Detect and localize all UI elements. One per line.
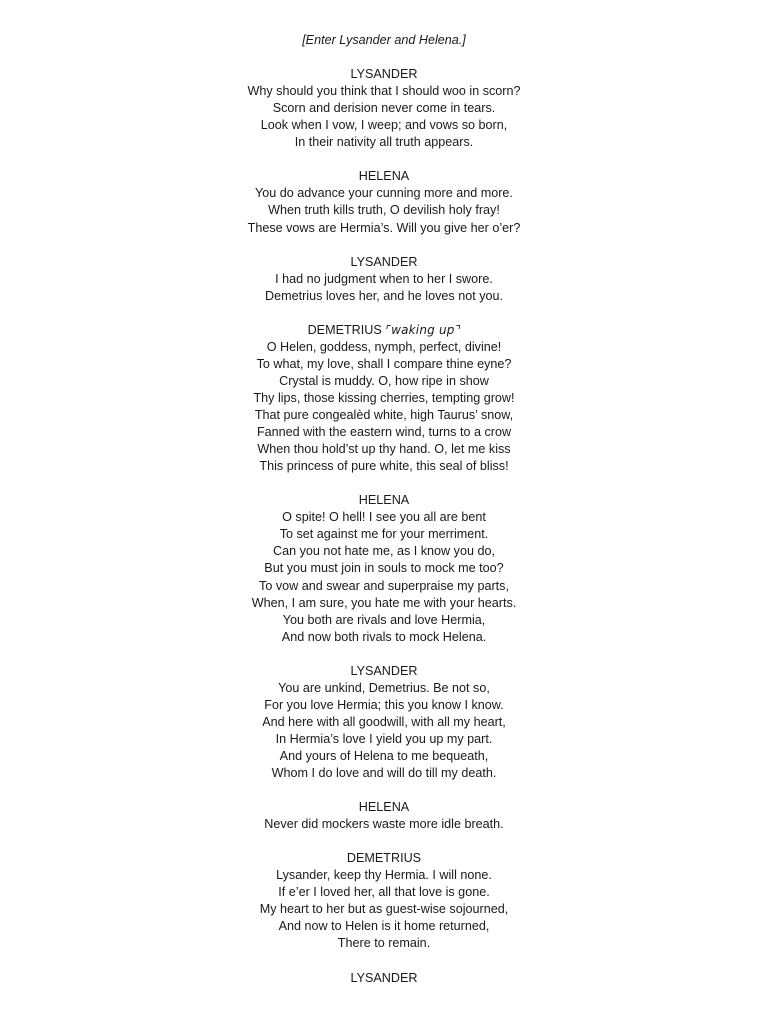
verse-line: O spite! O hell! I see you all are bent — [282, 510, 486, 525]
speaker-name: LYSANDER — [350, 663, 418, 678]
speech-block — [0, 663, 768, 782]
speech-list — [0, 66, 768, 987]
verse-line: Lysander, keep thy Hermia. I will none. — [276, 868, 492, 883]
speaker-name: DEMETRIUS — [307, 322, 382, 337]
verse-line: And now both rivals to mock Helena. — [281, 629, 487, 644]
speech-block — [0, 168, 768, 236]
speaker-name: LYSANDER — [350, 970, 418, 985]
verse-line: Thy lips, those kissing cherries, tempting grow! — [253, 390, 515, 405]
verse-line: And yours of Helena to me bequeath, — [279, 748, 489, 763]
verse-line: Never did mockers waste more idle breath. — [264, 817, 504, 832]
speech-block — [0, 254, 768, 305]
verse-line: These vows are Hermia’s. Will you give her o’er? — [247, 220, 521, 235]
stage-direction-inline: ⌜waking up⌝ — [385, 322, 461, 337]
script-page — [0, 32, 768, 987]
speaker-line — [0, 168, 768, 185]
speech-block — [0, 850, 768, 952]
speaker-name: DEMETRIUS — [346, 851, 422, 866]
speaker-line — [0, 254, 768, 271]
speech-block — [0, 322, 768, 475]
speaker-name: LYSANDER — [350, 67, 418, 82]
verse-line: Crystal is muddy. O, how ripe in show — [279, 373, 489, 388]
verse-line: Scorn and derision never come in tears. — [272, 101, 496, 116]
stage-direction: [Enter Lysander and Helena.] — [302, 33, 466, 47]
verse-line: You do advance your cunning more and more. — [255, 186, 513, 201]
speaker-line — [0, 492, 768, 509]
verse-line: When, I am sure, you hate me with your hearts. — [251, 595, 517, 610]
verse-line: My heart to her but as guest-wise sojourned, — [259, 902, 509, 917]
speaker-line — [0, 322, 768, 339]
speech-block — [0, 970, 768, 987]
verse-line: When truth kills truth, O devilish holy fray! — [268, 203, 500, 218]
verse-line: If e’er I loved her, all that love is gone. — [278, 885, 490, 900]
verse-line: There to remain. — [337, 936, 431, 951]
verse-line: When thou hold’st up thy hand. O, let me kiss — [257, 442, 511, 457]
speaker-name: LYSANDER — [350, 254, 418, 269]
verse-line: Look when I vow, I weep; and vows so born, — [260, 118, 508, 133]
verse-line: Why should you think that I should woo in scorn? — [247, 84, 521, 99]
speaker-line — [0, 799, 768, 816]
verse-line: This princess of pure white, this seal of bliss! — [259, 459, 509, 474]
verse-line: That pure congealèd white, high Taurus’ snow, — [254, 408, 514, 423]
verse-line: And here with all goodwill, with all my heart, — [262, 714, 506, 729]
speaker-line — [0, 663, 768, 680]
verse-line: And now to Helen is it home returned, — [278, 919, 490, 934]
speech-block — [0, 66, 768, 151]
verse-line: You are unkind, Demetrius. Be not so, — [278, 680, 490, 695]
verse-line: In their nativity all truth appears. — [294, 135, 474, 150]
verse-line: In Hermia’s love I yield you up my part. — [275, 731, 493, 746]
speaker-name: HELENA — [358, 800, 410, 815]
verse-line: To set against me for your merriment. — [279, 527, 489, 542]
verse-line: To what, my love, shall I compare thine eyne? — [256, 356, 512, 371]
verse-line: I had no judgment when to her I swore. — [275, 271, 493, 286]
speaker-line — [0, 970, 768, 987]
verse-line: For you love Hermia; this you know I know. — [264, 697, 504, 712]
verse-line: To vow and swear and superpraise my parts, — [259, 578, 509, 593]
verse-line: Can you not hate me, as I know you do, — [273, 544, 495, 559]
verse-line: But you must join in souls to mock me too? — [264, 561, 504, 576]
verse-line: Demetrius loves her, and he loves not you. — [264, 288, 503, 303]
speaker-name: HELENA — [358, 169, 410, 184]
speaker-line — [0, 66, 768, 83]
speech-block — [0, 799, 768, 833]
speaker-line — [0, 850, 768, 867]
verse-line: Fanned with the eastern wind, turns to a crow — [256, 425, 512, 440]
verse-line: Whom I do love and will do till my death. — [271, 766, 497, 781]
verse-line: O Helen, goddess, nymph, perfect, divine! — [266, 339, 502, 354]
verse-line: You both are rivals and love Hermia, — [282, 612, 486, 627]
speech-block — [0, 492, 768, 645]
speaker-name: HELENA — [358, 493, 410, 508]
